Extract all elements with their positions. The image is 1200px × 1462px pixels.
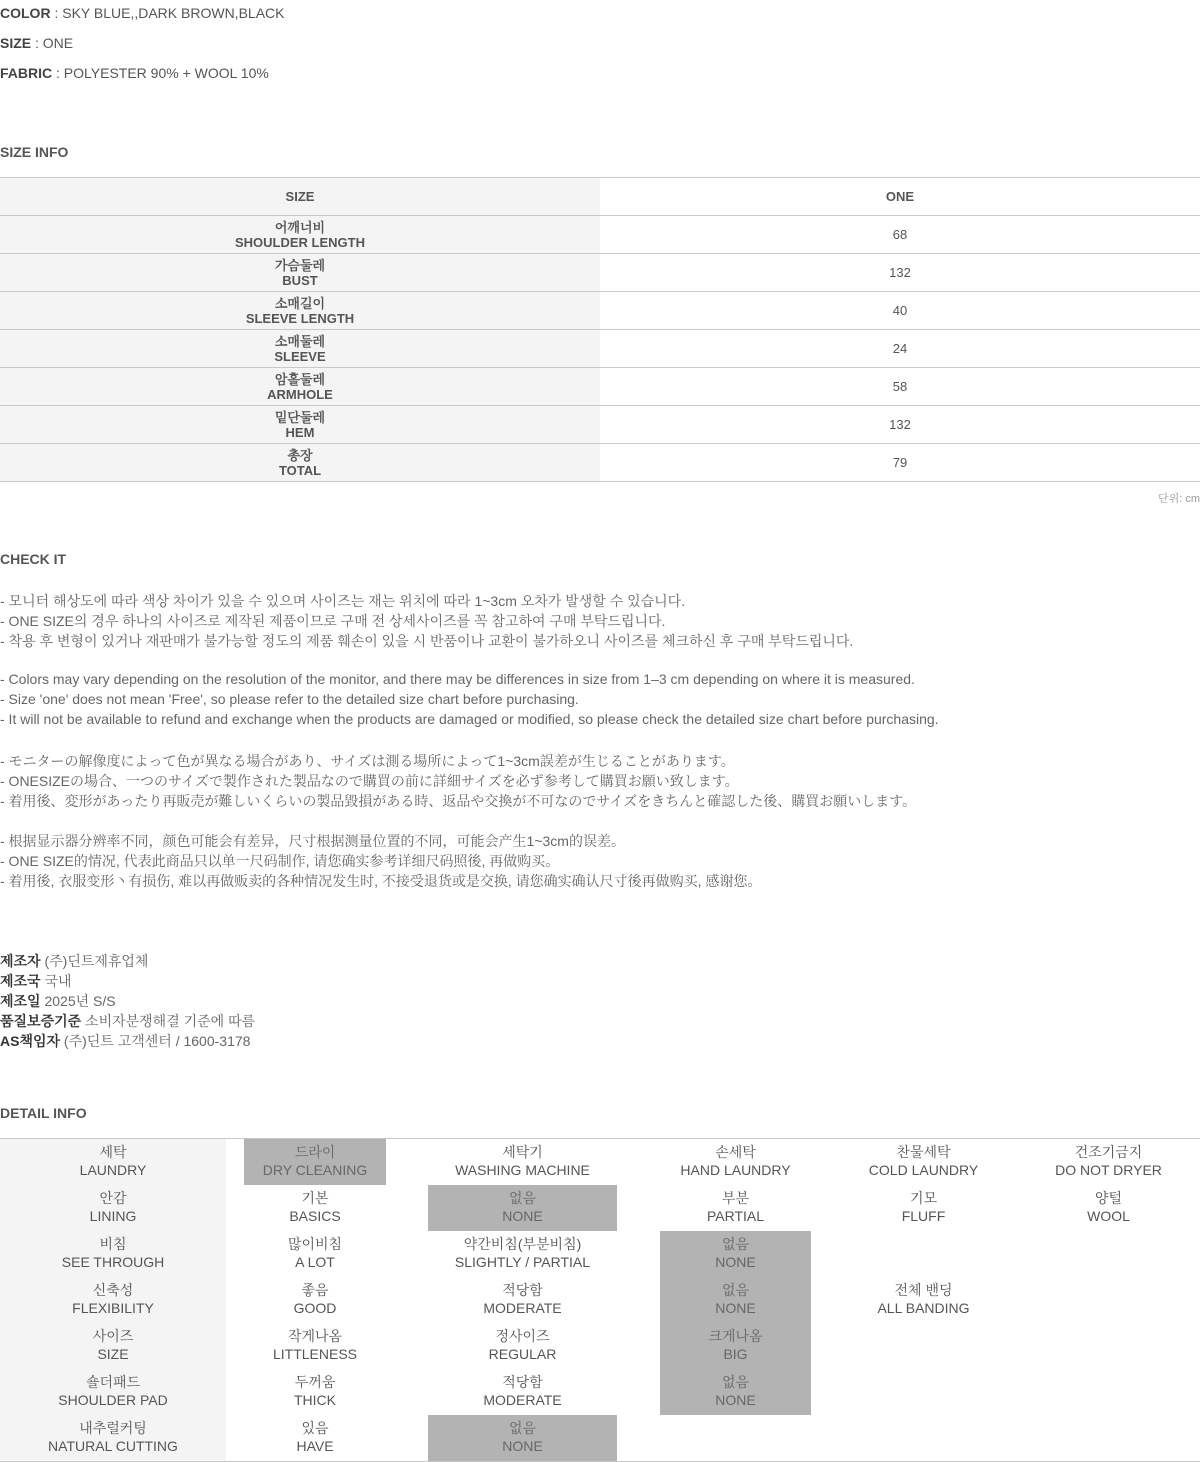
detail-option-en: MODERATE bbox=[483, 1300, 562, 1316]
detail-option-en: HAVE bbox=[296, 1438, 334, 1454]
detail-option-ko: 찬물세탁 bbox=[896, 1144, 951, 1160]
size-row-ko: 암홀둘레 bbox=[274, 371, 326, 387]
size-header-value: ONE bbox=[600, 178, 1200, 216]
detail-row-label bbox=[0, 1415, 226, 1461]
detail-row-label bbox=[0, 1369, 226, 1415]
detail-option-en: BIG bbox=[723, 1346, 748, 1362]
size-unit-note: 단위: cm bbox=[1157, 493, 1200, 505]
check-line: - 모니터 해상도에 따라 색상 차이가 있을 수 있으며 사이즈는 재는 위치에 따라 1~3cm 오차가 발생할 수 있습니다. bbox=[0, 593, 686, 609]
detail-option-ko: 기본 bbox=[301, 1190, 329, 1206]
detail-option bbox=[428, 1231, 617, 1277]
detail-option bbox=[428, 1139, 617, 1185]
check-line: - Colors may vary depending on the resolution of the monitor, and there may be differences in size from 1–3 cm depending on where it is measured. bbox=[0, 671, 915, 687]
detail-option-en: ALL BANDING bbox=[877, 1300, 970, 1316]
size-row-label bbox=[0, 292, 600, 330]
detail-option-en: THICK bbox=[294, 1392, 336, 1408]
detail-option-ko: 크게나옴 bbox=[708, 1328, 763, 1344]
spec-color-key: COLOR bbox=[0, 5, 51, 21]
detail-label-en: SHOULDER PAD bbox=[58, 1392, 168, 1408]
detail-option-selected bbox=[660, 1369, 811, 1415]
detail-option-ko: 손세탁 bbox=[715, 1144, 756, 1160]
table-row bbox=[0, 444, 1200, 482]
detail-option-ko: 세탁기 bbox=[502, 1144, 543, 1160]
detail-row-label bbox=[0, 1323, 226, 1369]
mfr-value: (주)딘트 고객센터 / 1600-3178 bbox=[60, 1033, 251, 1049]
detail-label-ko: 안감 bbox=[99, 1190, 127, 1206]
detail-option-ko: 적당함 bbox=[502, 1282, 543, 1298]
mfr-key: AS책임자 bbox=[0, 1033, 61, 1049]
size-row-label bbox=[0, 216, 600, 254]
detail-option bbox=[244, 1185, 386, 1231]
size-row-ko: 어깨너비 bbox=[274, 219, 326, 235]
detail-option bbox=[244, 1277, 386, 1323]
detail-label-ko: 비침 bbox=[99, 1236, 127, 1252]
detail-option-en: NONE bbox=[715, 1392, 756, 1408]
detail-option-en: HAND LAUNDRY bbox=[680, 1162, 791, 1178]
size-row-value: 24 bbox=[600, 330, 1200, 368]
mfr-date bbox=[0, 991, 116, 1011]
size-row-en: BUST bbox=[282, 272, 318, 288]
spec-fabric-value: : POLYESTER 90% + WOOL 10% bbox=[52, 65, 269, 81]
detail-option-ko: 좋음 bbox=[301, 1282, 329, 1298]
check-line: - 着用後, 衣服变形丶有损伤, 难以再做贩卖的各种情况发生时, 不接受退货或是交换, 请您确实确认尺寸後再做购买, 感谢您。 bbox=[0, 873, 762, 889]
detail-row-label bbox=[0, 1185, 226, 1231]
size-row-value: 79 bbox=[600, 444, 1200, 482]
detail-option-selected bbox=[660, 1231, 811, 1277]
check-line: - ONE SIZE의 경우 하나의 사이즈로 제작된 제품이므로 구매 전 상세사이즈를 꼭 참고하여 구매 부탁드립니다. bbox=[0, 613, 666, 629]
detail-option-ko: 없음 bbox=[508, 1190, 537, 1206]
detail-option bbox=[1033, 1139, 1184, 1185]
size-row-en: SHOULDER LENGTH bbox=[235, 234, 365, 250]
size-row-label bbox=[0, 368, 600, 406]
size-row-label bbox=[0, 330, 600, 368]
detail-option-ko: 있음 bbox=[301, 1420, 329, 1436]
mfr-key: 제조국 bbox=[0, 973, 41, 989]
size-row-en: SLEEVE bbox=[274, 348, 326, 364]
detail-option bbox=[660, 1139, 811, 1185]
size-row-value: 40 bbox=[600, 292, 1200, 330]
detail-option-en: A LOT bbox=[295, 1254, 335, 1270]
detail-option-ko: 없음 bbox=[721, 1236, 750, 1252]
detail-row-label bbox=[0, 1277, 226, 1323]
size-row-label bbox=[0, 444, 600, 482]
size-row-en: HEM bbox=[285, 424, 315, 440]
table-row bbox=[0, 330, 1200, 368]
check-line: - ONE SIZE的情况, 代表此商品只以单一尺码制作, 请您确实参考详细尺码照後, 再做购买。 bbox=[0, 853, 560, 869]
detail-option-en: NONE bbox=[502, 1438, 543, 1454]
spec-size-key: SIZE bbox=[0, 35, 32, 51]
detail-option-ko: 양털 bbox=[1094, 1190, 1123, 1206]
mfr-maker bbox=[0, 951, 148, 971]
spec-size bbox=[0, 35, 73, 51]
check-line: - 着用後、変形があったり再販売が難しいくらいの製品毀損がある時、返品や交換が不可なのでサイズをきちんと確認した後、購買お願いします。 bbox=[0, 793, 917, 809]
detail-info-title: DETAIL INFO bbox=[0, 1105, 87, 1121]
table-row bbox=[0, 216, 1200, 254]
detail-option-ko: 많이비침 bbox=[287, 1236, 343, 1252]
check-line: - 착용 후 변형이 있거나 재판매가 불가능할 정도의 제품 훼손이 있을 시 반품이나 교환이 불가하오니 사이즈를 체크하신 후 구매 부탁드립니다. bbox=[0, 633, 854, 649]
mfr-value: 국내 bbox=[40, 973, 72, 989]
detail-option-en: FLUFF bbox=[901, 1208, 946, 1224]
size-row-en: TOTAL bbox=[278, 462, 322, 478]
detail-option-ko: 없음 bbox=[721, 1282, 750, 1298]
mfr-as-contact bbox=[0, 1031, 250, 1051]
detail-option bbox=[848, 1139, 999, 1185]
detail-option bbox=[244, 1369, 386, 1415]
size-row-label bbox=[0, 254, 600, 292]
detail-option-ko: 건조기금지 bbox=[1074, 1144, 1143, 1160]
detail-option bbox=[848, 1277, 999, 1323]
detail-label-ko: 숄더패드 bbox=[85, 1374, 141, 1390]
detail-option-ko: 적당함 bbox=[502, 1374, 543, 1390]
detail-row-label bbox=[0, 1139, 226, 1185]
detail-option-ko: 없음 bbox=[508, 1420, 537, 1436]
detail-option-selected bbox=[660, 1323, 811, 1369]
detail-option-ko: 전체 밴딩 bbox=[894, 1282, 953, 1298]
detail-option-en: NONE bbox=[715, 1300, 756, 1316]
size-row-ko: 가슴둘레 bbox=[274, 257, 326, 273]
detail-option-en: COLD LAUNDRY bbox=[868, 1162, 979, 1178]
spec-color bbox=[0, 5, 284, 21]
detail-label-en: SIZE bbox=[97, 1346, 129, 1362]
mfr-key: 품질보증기준 bbox=[0, 1013, 82, 1029]
detail-option-en: BASICS bbox=[289, 1208, 341, 1224]
detail-option-en: REGULAR bbox=[488, 1346, 557, 1362]
check-it-title: CHECK IT bbox=[0, 551, 67, 567]
detail-option-en: NONE bbox=[502, 1208, 543, 1224]
detail-option-selected bbox=[244, 1139, 386, 1185]
size-table bbox=[0, 177, 1200, 482]
detail-option bbox=[428, 1369, 617, 1415]
size-header-label: SIZE bbox=[0, 178, 600, 216]
mfr-key: 제조자 bbox=[0, 953, 41, 969]
size-row-value: 132 bbox=[600, 406, 1200, 444]
mfr-value: 소비자분쟁해결 기준에 따름 bbox=[81, 1013, 256, 1029]
mfr-value: (주)딘트제휴업체 bbox=[40, 953, 149, 969]
detail-label-en: FLEXIBILITY bbox=[72, 1300, 154, 1316]
check-line: - 根据显示器分辨率不同，颜色可能会有差异，尺寸根据测量位置的不同，可能会产生1~3cm的误差。 bbox=[0, 833, 625, 849]
detail-option bbox=[244, 1231, 386, 1277]
detail-option-en: LITTLENESS bbox=[272, 1346, 358, 1362]
size-row-ko: 밑단둘레 bbox=[274, 409, 326, 425]
size-row-ko: 소매둘레 bbox=[274, 333, 326, 349]
check-line: - モニターの解像度によって色が異なる場合があり、サイズは測る場所によって1~3cm誤差が生じることがあります。 bbox=[0, 753, 735, 769]
detail-option-en: MODERATE bbox=[483, 1392, 562, 1408]
mfr-value: 2025년 S/S bbox=[40, 993, 116, 1009]
mfr-key: 제조일 bbox=[0, 993, 41, 1009]
detail-option-selected bbox=[660, 1277, 811, 1323]
detail-option-ko: 드라이 bbox=[294, 1144, 336, 1160]
detail-option-en: SLIGHTLY / PARTIAL bbox=[454, 1254, 591, 1270]
size-row-en: ARMHOLE bbox=[267, 386, 333, 402]
detail-option bbox=[244, 1323, 386, 1369]
detail-option-en: WASHING MACHINE bbox=[455, 1162, 590, 1178]
table-row bbox=[0, 254, 1200, 292]
detail-option-selected bbox=[428, 1185, 617, 1231]
detail-option-en: WOOL bbox=[1087, 1208, 1130, 1224]
detail-label-ko: 세탁 bbox=[99, 1144, 127, 1160]
size-row-ko: 총장 bbox=[287, 447, 313, 463]
detail-option-ko: 작게나옴 bbox=[287, 1328, 343, 1344]
detail-option-en: DRY CLEANING bbox=[262, 1162, 368, 1178]
detail-row-label bbox=[0, 1231, 226, 1277]
detail-option-ko: 기모 bbox=[909, 1190, 938, 1206]
size-row-ko: 소매길이 bbox=[274, 295, 326, 311]
size-row-en: SLEEVE LENGTH bbox=[245, 310, 355, 326]
detail-option-ko: 두꺼움 bbox=[294, 1374, 336, 1390]
detail-label-ko: 내추럴커팅 bbox=[79, 1420, 147, 1436]
table-row bbox=[0, 406, 1200, 444]
spec-fabric bbox=[0, 65, 269, 81]
detail-option-en: DO NOT DRYER bbox=[1055, 1162, 1162, 1178]
spec-fabric-key: FABRIC bbox=[0, 65, 53, 81]
detail-label-en: NATURAL CUTTING bbox=[48, 1438, 178, 1454]
detail-option bbox=[848, 1185, 999, 1231]
check-line: - Size 'one' does not mean 'Free', so please refer to the detailed size chart before purchasing. bbox=[0, 691, 579, 707]
detail-option-ko: 약간비침(부분비침) bbox=[463, 1236, 582, 1252]
detail-option-ko: 없음 bbox=[721, 1374, 750, 1390]
detail-label-en: LAUNDRY bbox=[79, 1162, 147, 1178]
detail-option-ko: 부분 bbox=[721, 1190, 750, 1206]
detail-option bbox=[428, 1323, 617, 1369]
table-row bbox=[0, 292, 1200, 330]
detail-option bbox=[1033, 1185, 1184, 1231]
detail-option-ko: 정사이즈 bbox=[495, 1328, 550, 1344]
size-table-header bbox=[0, 178, 1200, 216]
check-line: - It will not be available to refund and exchange when the products are damaged or modified, so please check the detailed size chart before purchasing. bbox=[0, 711, 939, 727]
mfr-warranty bbox=[0, 1011, 255, 1031]
spec-color-value: : SKY BLUE,,DARK BROWN,BLACK bbox=[50, 5, 285, 21]
spec-size-value: : ONE bbox=[31, 35, 74, 51]
size-row-value: 132 bbox=[600, 254, 1200, 292]
detail-label-ko: 사이즈 bbox=[92, 1328, 134, 1344]
size-row-value: 58 bbox=[600, 368, 1200, 406]
detail-option-en: GOOD bbox=[293, 1300, 337, 1316]
mfr-country bbox=[0, 971, 72, 991]
detail-option bbox=[244, 1415, 386, 1461]
check-line: - ONESIZEの場合、一つのサイズで製作された製品なので購買の前に詳細サイズを必ず参考して購買お願い致します。 bbox=[0, 773, 739, 789]
size-row-label bbox=[0, 406, 600, 444]
detail-label-en: SEE THROUGH bbox=[61, 1254, 165, 1270]
size-info-title: SIZE INFO bbox=[0, 144, 69, 160]
detail-option bbox=[660, 1185, 811, 1231]
table-row bbox=[0, 368, 1200, 406]
detail-option bbox=[428, 1277, 617, 1323]
detail-option-en: NONE bbox=[715, 1254, 756, 1270]
detail-option-en: PARTIAL bbox=[706, 1208, 765, 1224]
size-row-value: 68 bbox=[600, 216, 1200, 254]
detail-option-selected bbox=[428, 1415, 617, 1461]
detail-label-ko: 신축성 bbox=[92, 1282, 134, 1298]
detail-label-en: LINING bbox=[89, 1208, 137, 1224]
